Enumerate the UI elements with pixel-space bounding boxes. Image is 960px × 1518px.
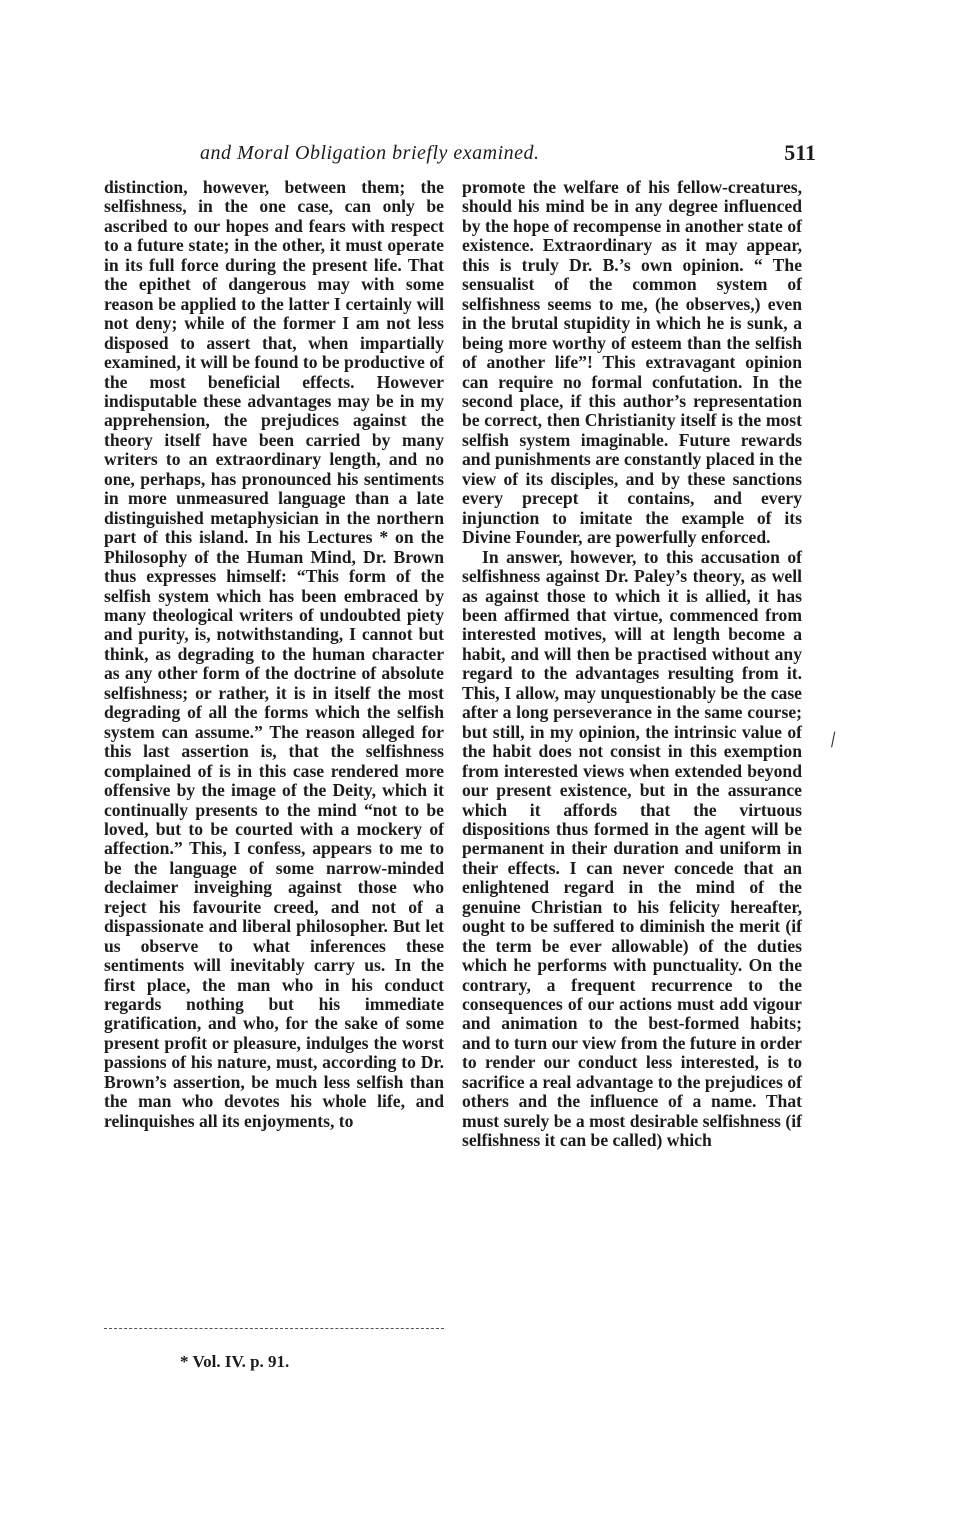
right-paragraph-1: promote the welfare of his fellow-creatures, should his mind be in any degree influenced by the hope of recompense in another state of existence. Extraordinary as it may appear, this is truly Dr. B.’s own opinion. “ The sensualist of the common system of selfishness seems to me, (he observes,) even in the brutal stupidity in which he is sunk, a being more worthy of esteem than the selfish of another life”! This extravagant opinion can require no formal confutation. In the second place, if this author’s representation be correct, then Christianity itself is the most selfish system imaginable. Future rewards and punishments are constantly placed in the view of its disciples, and by these sanctions every precept it contains, and every injunction to imitate the example of its Divine Founder, are powerfully enforced.	[462, 177, 802, 548]
left-column	[104, 178, 444, 1131]
page-header	[104, 138, 816, 168]
footnote: * Vol. IV. p. 91.	[180, 1352, 290, 1371]
right-column	[462, 178, 802, 1151]
page-number: 511	[784, 140, 816, 165]
footnote-rule	[104, 1328, 444, 1329]
margin-pencil-mark: ⁄	[828, 730, 839, 751]
left-paragraph-1: distinction, however, between them; the selfishness, in the one case, can only be ascribed to our hopes and fears with respect to a future state; in the other, it must operate in its full force during the present life. That the epithet of dangerous may with some reason be applied to the latter I certainly will not deny; while of the former I am not less disposed to assert that, when impartially examined, it will be found to be productive of the most beneficial effects. However indisputable these advantages may be in my apprehension, the prejudices against the theory itself have been carried by many writers to an extraordinary length, and no one, perhaps, has pronounced his sentiments in more unmeasured language than a late distinguished metaphysician in the northern part of this island. In his Lectures * on the Philosophy of the Human Mind, Dr. Brown thus expresses himself: “This form of the selfish system which has been embraced by many theological writers of undoubted piety and purity, is, notwithstanding, I cannot but think, as degrading to the human character as any other form of the doctrine of absolute selfishness; or rather, it is in itself the most degrading of all the forms which the selfish system can assume.” The reason alleged for this last assertion is, that the selfishness complained of is in this case rendered more offensive by the image of the Deity, which it continually presents to the mind “not to be loved, but to be courted with a mockery of affection.” This, I confess, appears to me to be the language of some narrow-minded declaimer inveighing against those who reject his favourite creed, and not of a dispassionate and liberal philosopher. But let us observe to what inferences these sentiments will inevitably carry us. In the first place, the man who in his conduct regards nothing but his immediate gratification, and who, for the sake of some present profit or pleasure, indulges the worst passions of his nature, must, according to Dr. Brown’s assertion, be much less selfish than the man who devotes his whole life, and relinquishes all its enjoyments, to	[104, 177, 444, 1131]
running-title: and Moral Obligation briefly examined.	[200, 142, 540, 164]
right-paragraph-2: In answer, however, to this accusation of selfishness against Dr. Paley’s theory, as well as against those to which it is allied, it has been affirmed that virtue, commenced from interested motives, will at length become a habit, and will then be practised without any regard to the advantages resulting from it. This, I allow, may unquestionably be the case after a long perseverance in the same course; but still, in my opinion, the intrinsic value of the habit does not consist in this exemption from interested views when extended beyond our present existence, but in the assurance which it affords that the virtuous dispositions thus formed in the agent will be permanent in their duration and uniform in their effects. I can never concede that an enlightened regard in the mind of the genuine Christian to his felicity hereafter, ought to be suffered to diminish the merit (if the term be ever allowable) of the duties which he performs with punctuality. On the contrary, a frequent recurrence to the consequences of our actions must add vigour and animation to the best-formed habits; and to turn our view from the future in order to render our conduct less interested, is to sacrifice a real advantage to the prejudices of others and the influence of a name. That must surely be a most desirable selfishness (if selfishness it can be called) which	[462, 546, 802, 1151]
